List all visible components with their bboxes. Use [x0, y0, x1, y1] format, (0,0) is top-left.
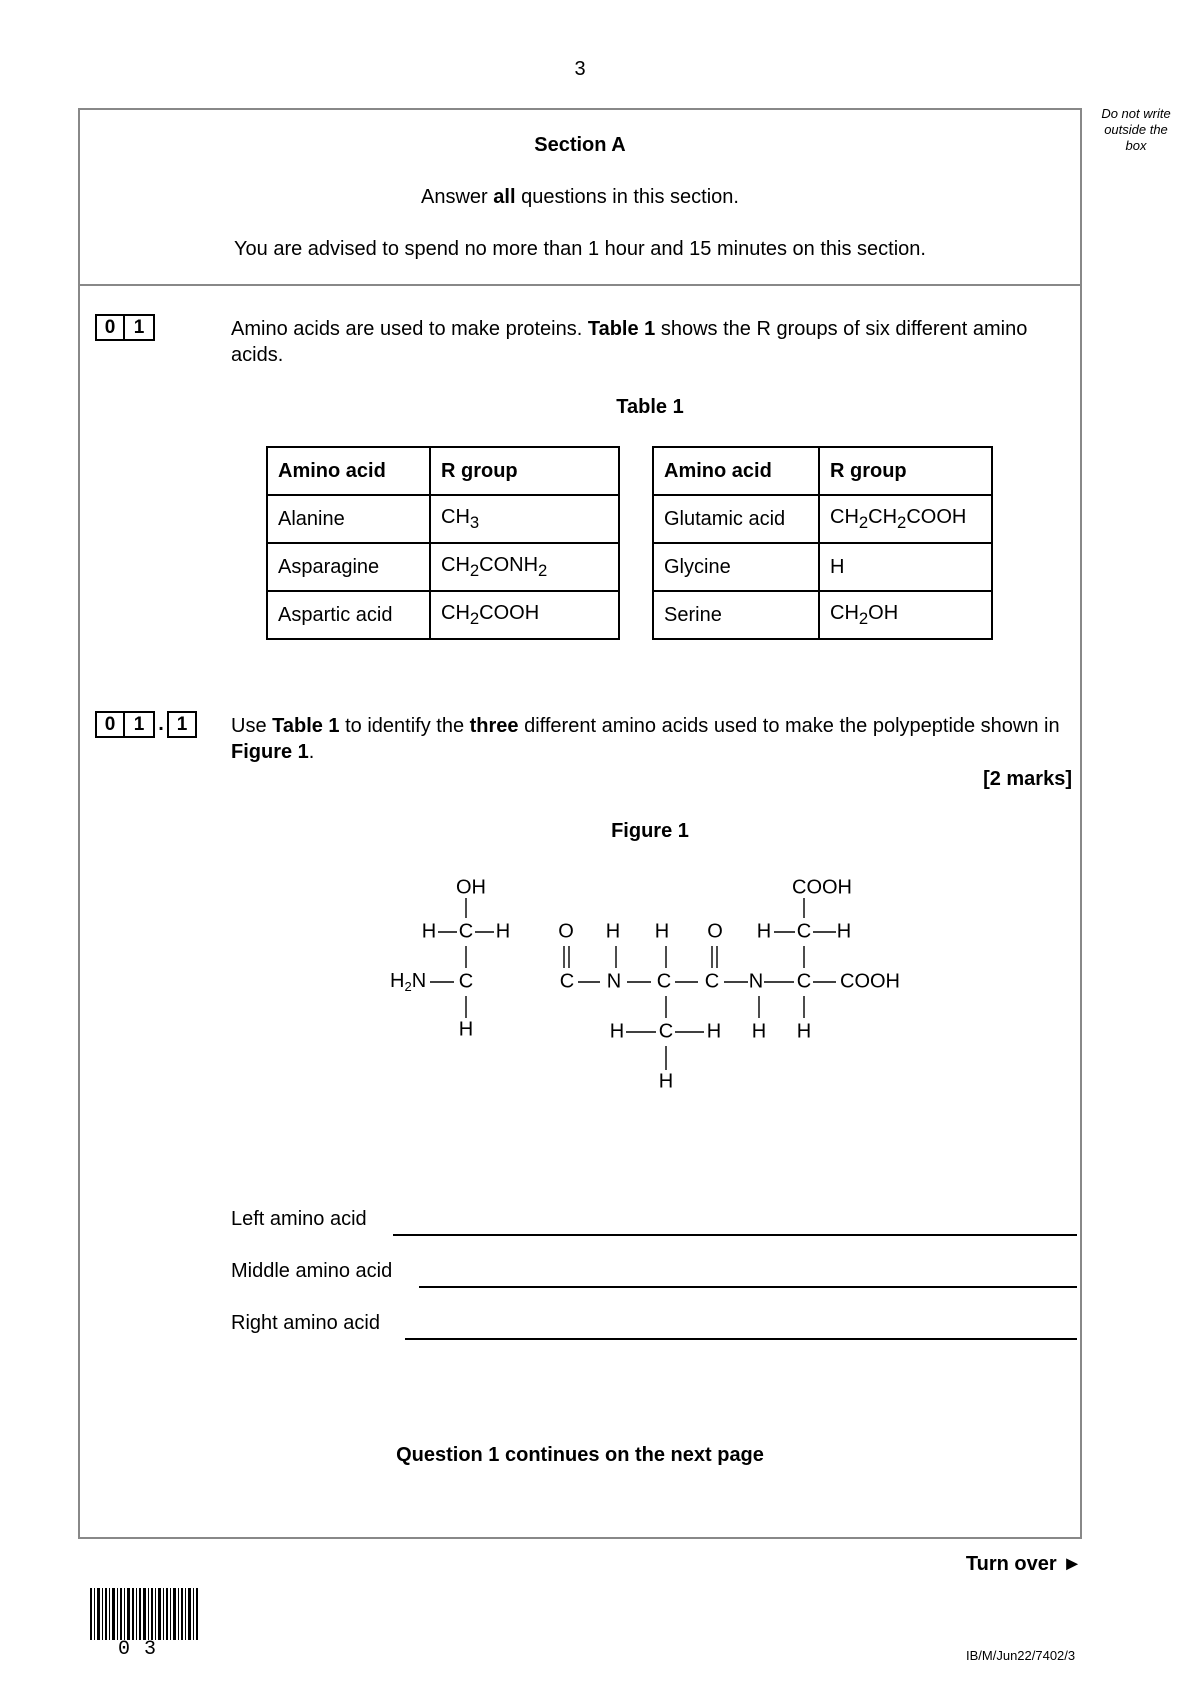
atom-c: C: [559, 970, 575, 993]
atom-c: C: [796, 920, 812, 943]
r-group: $CH_2CONH_2$: [430, 543, 619, 591]
amino-acid-name: Asparagine: [267, 543, 430, 591]
atom-c: C: [458, 970, 474, 993]
figure-1-caption: Figure 1: [611, 820, 689, 842]
left-amino-acid-answer-line[interactable]: [393, 1234, 1077, 1236]
atom-c: C: [656, 970, 672, 993]
r-group: $CH_3$: [430, 495, 619, 543]
r-group: $CH_2OH$: [819, 591, 992, 639]
atom-h: H: [605, 920, 621, 943]
atom-h: H: [654, 920, 670, 943]
middle-amino-acid-label: Middle amino acid: [231, 1260, 393, 1282]
question-01-1-text: Use Table 1 to identify the three different amino acids used to make the polypeptide shown in Figure 1.: [231, 715, 1060, 763]
table-1-caption: Table 1: [616, 396, 684, 418]
question-01-intro: Amino acids are used to make proteins. Table 1 shows the R groups of six different amino acids.: [231, 318, 1028, 366]
r-group: $CH_2COOH$: [430, 591, 619, 639]
question-number-01: 0 1: [95, 314, 155, 341]
question-number-01-1: 0 1 . 1: [95, 711, 197, 738]
table-row: [653, 543, 992, 591]
section-title: Section A: [534, 134, 626, 156]
atom-c: C: [704, 970, 720, 993]
label-cooh: COOH: [840, 970, 900, 993]
middle-amino-acid-answer-line[interactable]: [419, 1286, 1077, 1288]
header-r-group: R group: [819, 447, 992, 495]
barcode: [90, 1588, 200, 1640]
section-divider: [78, 284, 1082, 286]
atom-h: H: [495, 920, 511, 943]
header-amino-acid: Amino acid: [267, 447, 430, 495]
atom-h: H: [458, 1018, 474, 1041]
label-h2n: $H_2N$: [390, 970, 427, 995]
amino-acid-name: Glycine: [653, 543, 819, 591]
atom-h: H: [756, 920, 772, 943]
label-oh: OH: [456, 876, 486, 899]
table-row: [267, 591, 619, 639]
table-header-row: [267, 447, 619, 495]
footer-code: IB/M/Jun22/7402/3: [966, 1648, 1076, 1663]
header-r-group: R group: [430, 447, 619, 495]
turn-over: Turn over ►: [965, 1553, 1082, 1575]
atom-h: H: [796, 1020, 812, 1043]
left-amino-acid-label: Left amino acid: [231, 1208, 367, 1230]
atom-o: O: [707, 920, 723, 943]
atom-h: H: [658, 1070, 674, 1093]
bonds: [430, 898, 836, 1070]
amino-acid-name: Serine: [653, 591, 819, 639]
atom-h: H: [421, 920, 437, 943]
amino-acid-name: Glutamic acid: [653, 495, 819, 543]
atom-c: C: [658, 1020, 674, 1043]
table-row: [267, 543, 619, 591]
margin-note: Do not write outside the box: [1101, 106, 1171, 153]
atom-c: C: [796, 970, 812, 993]
table-1-right: [652, 446, 993, 640]
amino-acid-name: Alanine: [267, 495, 430, 543]
atom-h: H: [751, 1020, 767, 1043]
atom-h: H: [836, 920, 852, 943]
r-group: $CH_2CH_2COOH$: [819, 495, 992, 543]
table-header-row: [653, 447, 992, 495]
section-instruction: Answer all questions in this section.: [421, 186, 739, 208]
amino-acid-name: Aspartic acid: [267, 591, 430, 639]
r-group: H: [819, 543, 992, 591]
page-number: 3: [574, 58, 586, 80]
right-amino-acid-answer-line[interactable]: [405, 1338, 1077, 1340]
atom-n: N: [606, 970, 622, 993]
table-row: [267, 495, 619, 543]
label-cooh: COOH: [792, 876, 852, 899]
atom-h: H: [706, 1020, 722, 1043]
table-1-left: [266, 446, 620, 640]
continues-note: Question 1 continues on the next page: [396, 1444, 764, 1466]
atom-o: O: [558, 920, 574, 943]
atom-c: C: [458, 920, 474, 943]
right-amino-acid-label: Right amino acid: [231, 1312, 380, 1334]
atom-h: H: [609, 1020, 625, 1043]
marks: [2 marks]: [983, 768, 1072, 790]
figure-1-polypeptide: [370, 862, 940, 1102]
atom-n: N: [748, 970, 764, 993]
section-advice: You are advised to spend no more than 1 hour and 15 minutes on this section.: [234, 238, 926, 260]
barcode-number: 03: [118, 1638, 171, 1661]
table-row: [653, 495, 992, 543]
header-amino-acid: Amino acid: [653, 447, 819, 495]
table-row: [653, 591, 992, 639]
